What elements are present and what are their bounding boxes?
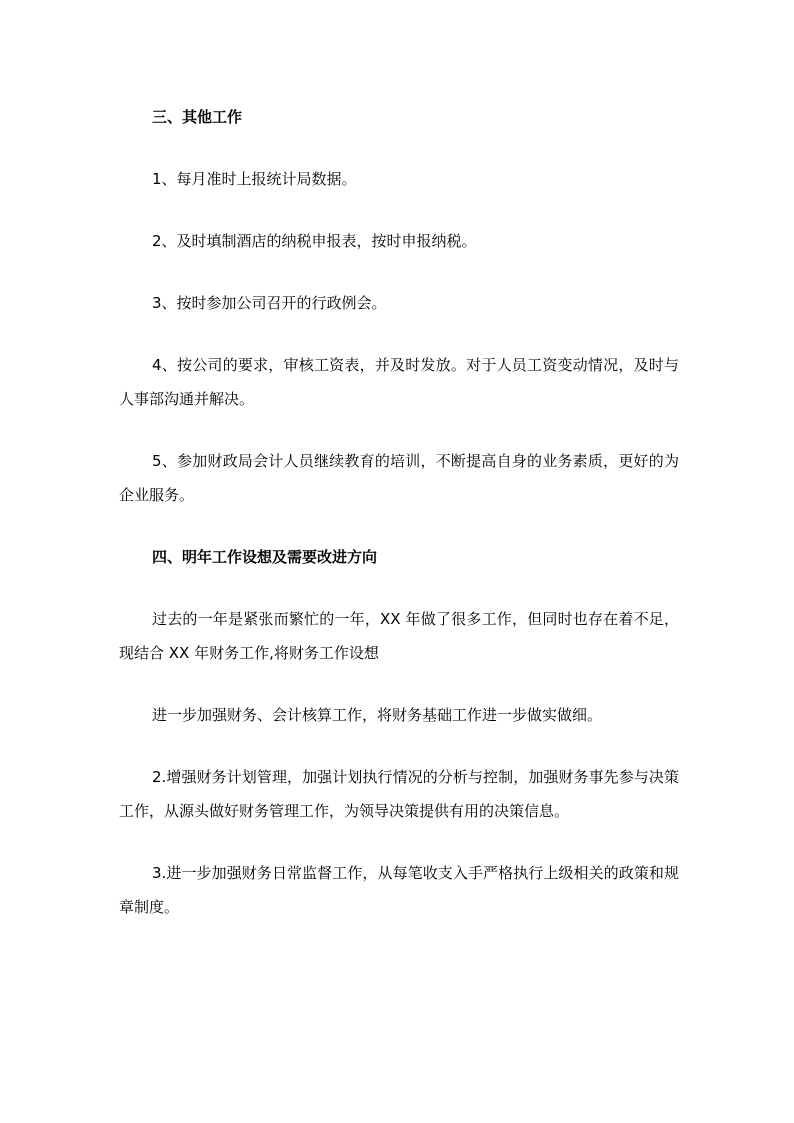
paragraph-plan-2: 2.增强财务计划管理，加强计划执行情况的分析与控制，加强财务事先参与决策工作，从源头做好财务管理工作，为领导决策提供有用的决策信息。: [119, 768, 679, 820]
section-heading-other-work: 三、其他工作: [152, 108, 243, 126]
paragraph-plan-1: 进一步加强财务、会计核算工作，将财务基础工作进一步做实做细。: [152, 706, 603, 724]
paragraph-item-1: 1、每月准时上报统计局数据。: [152, 170, 357, 188]
paragraph-item-4: 4、按公司的要求，审核工资表，并及时发放。对于人员工资变动情况，及时与人事部沟通并解决。: [119, 356, 679, 408]
paragraph-item-5: 5、参加财政局会计人员继续教育的培训，不断提高自身的业务素质，更好的为企业服务。: [119, 452, 679, 504]
paragraph-item-3: 3、按时参加公司召开的行政例会。: [152, 294, 387, 312]
document-body: [119, 100, 679, 952]
paragraph-item-2: 2、及时填制酒店的纳税申报表，按时申报纳税。: [152, 232, 477, 250]
paragraph-plan-3: 3.进一步加强财务日常监督工作，从每笔收支入手严格执行上级相关的政策和规章制度。: [119, 864, 679, 916]
section-heading-next-year-plan: 四、明年工作设想及需要改进方向: [152, 548, 378, 566]
paragraph-review: 过去的一年是紧张而繁忙的一年，XX 年做了很多工作，但同时也存在着不足，现结合 XX 年财务工作,将财务工作设想: [119, 610, 679, 662]
